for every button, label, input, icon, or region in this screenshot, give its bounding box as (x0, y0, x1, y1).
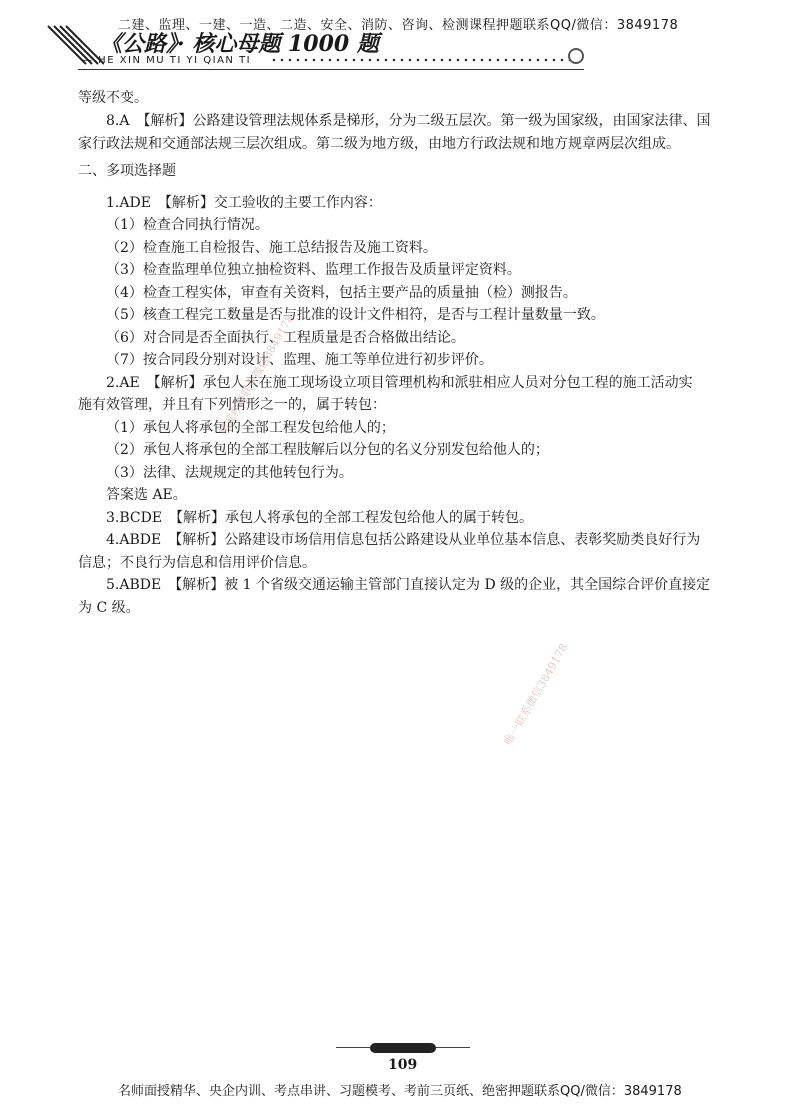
watermark: 唯一联系微信3849178 (501, 641, 571, 748)
footer-page-ornament (370, 1043, 436, 1053)
answer-m4-line-2: 信息；不良行为信息和信用评价信息。 (78, 555, 316, 571)
answer-m2-conclusion: 答案选 AE。 (106, 487, 187, 503)
book-title: 《公路》· 核心母题 1000 题 (100, 31, 379, 57)
answer-m5-line-1: 5.ABDE 【解析】被 1 个省级交通运输主管部门直接认定为 D 级的企业，其全国综合评价直接定 (106, 577, 711, 593)
header-dots-decoration (270, 57, 570, 63)
footer-banner: 名师面授精华、央企内训、考点串讲、习题模考、考前三页纸、绝密押题联系QQ/微信：3849178 (118, 1084, 682, 1099)
list-item: （3）检查监理单位独立抽检资料、监理工作报告及质量评定资料。 (106, 262, 521, 278)
watermark: 精准押题联系微信3849178 (216, 312, 297, 438)
list-item: （4）检查工程实体，审查有关资料，包括主要产品的质量抽（检）测报告。 (106, 285, 577, 301)
header-rule (78, 69, 584, 70)
section-heading: 二、多项选择题 (78, 163, 176, 179)
list-item: （3）法律、法规规定的其他转包行为。 (106, 465, 353, 481)
page-number: 109 (388, 1057, 418, 1073)
list-item: （2）承包人将承包的全部工程肢解后以分包的名义分别发包给他人的； (106, 442, 549, 458)
answer-m3: 3.BCDE 【解析】承包人将承包的全部工程发包给他人的属于转包。 (106, 510, 534, 526)
header-banner: 二建、监理、一建、一造、二造、安全、消防、咨询、检测课程押题联系QQ/微信：3849178 (118, 18, 679, 33)
answer-m4-line-1: 4.ABDE 【解析】公路建设市场信用信息包括公路建设从业单位基本信息、表彰奖励类良好行为 (106, 532, 701, 548)
list-item: （1）检查合同执行情况。 (106, 217, 269, 233)
answer-8-line-2: 家行政法规和交通部法规三层次组成。第二级为地方级，由地方行政法规和地方规章两层次组成。 (78, 136, 680, 152)
answer-8-line-1: 8.A 【解析】公路建设管理法规体系是梯形，分为二级五层次。第一级为国家级，由国家法律、国 (106, 113, 711, 129)
header-circle-decoration (568, 48, 584, 64)
answer-m2-line-1: 2.AE 【解析】承包人未在施工现场设立项目管理机构和派驻相应人员对分包工程的施工活动实 (106, 375, 693, 391)
list-item: （5）核查工程完工数量是否与批准的设计文件相符，是否与工程计量数量一致。 (106, 307, 605, 323)
list-item: （7）按合同段分别对设计、监理、施工等单位进行初步评价。 (106, 352, 493, 368)
answer-m1-heading: 1.ADE 【解析】交工验收的主要工作内容： (106, 195, 382, 211)
list-item: （2）检查施工自检报告、施工总结报告及施工资料。 (106, 240, 437, 256)
list-item: （6）对合同是否全面执行、工程质量是否合格做出结论。 (106, 330, 465, 346)
book-subtitle-pinyin: — HE XIN MU TI YI QIAN TI (82, 55, 252, 66)
answer-m5-line-2: 为 C 级。 (78, 600, 140, 616)
list-item: （1）承包人将承包的全部工程发包给他人的； (106, 420, 395, 436)
text-line: 等级不变。 (78, 90, 148, 106)
answer-m2-line-2: 施有效管理，并且有下列情形之一的，属于转包： (78, 397, 386, 413)
